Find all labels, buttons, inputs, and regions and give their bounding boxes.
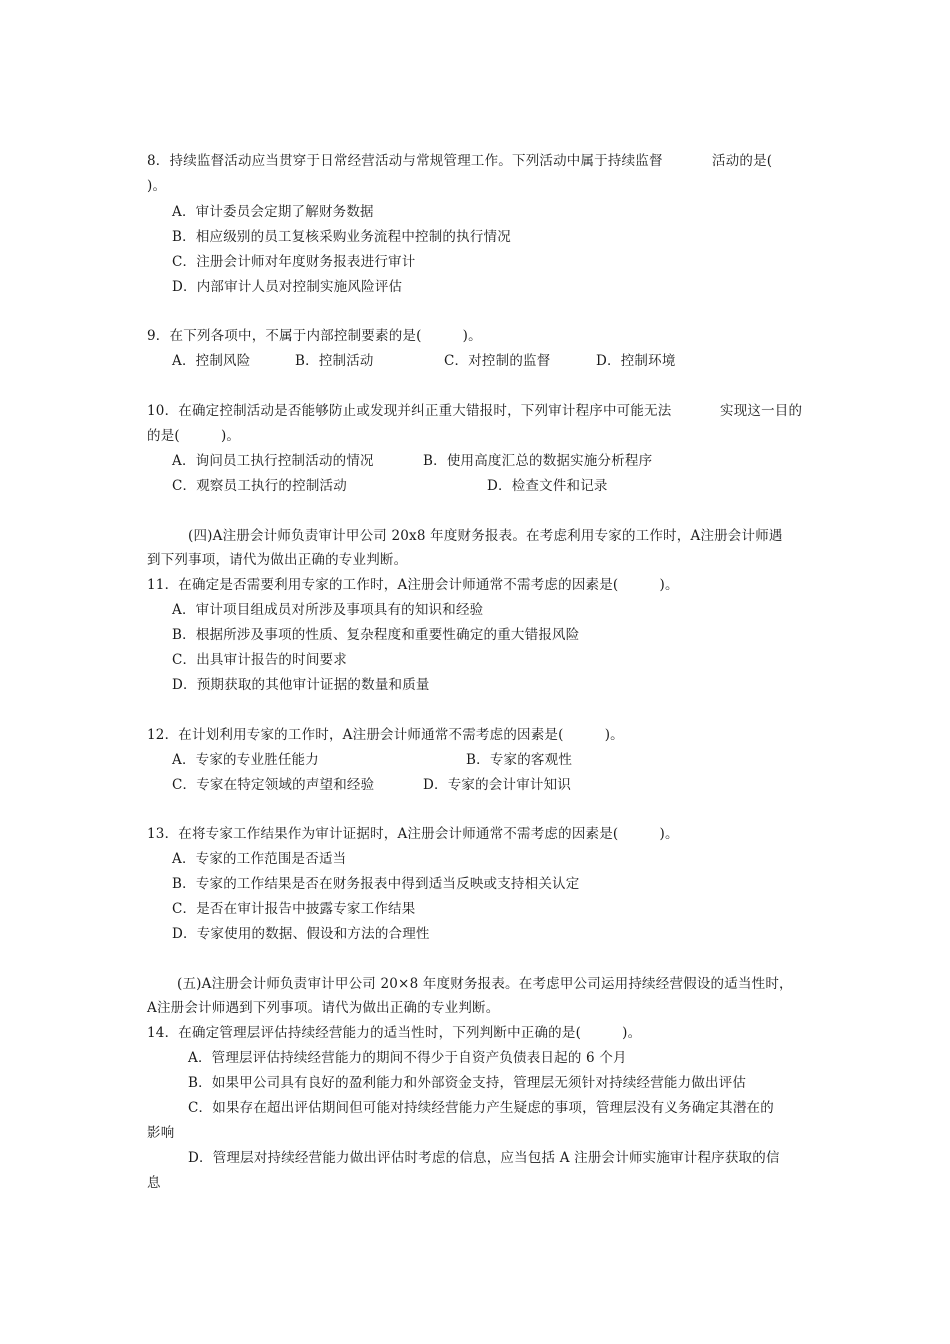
q14-stem: 14．在确定管理层评估持续经营能力的适当性时，下列判断中正确的是( )。 [147,1025,642,1041]
q10-option-c: C．观察员工执行的控制活动 [172,478,347,494]
q8-stem-line1: 8．持续监督活动应当贯穿于日常经营活动与常规管理工作。下列活动中属于持续监督 [147,153,663,169]
q10-option-d: D．检查文件和记录 [487,478,608,494]
q13-option-a: A．专家的工作范围是否适当 [172,851,347,867]
q9-option-b: B．控制活动 [295,353,374,369]
q10-stem-line1-tail: 实现这一目的 [720,403,803,419]
q9-option-c: C．对控制的监督 [444,353,551,369]
q12-option-b: B．专家的客观性 [466,752,573,768]
q9-option-d: D．控制环境 [596,353,676,369]
q9-stem: 9．在下列各项中，不属于内部控制要素的是( )。 [147,328,482,344]
section5-intro-line2: A注册会计师遇到下列事项。请代为做出正确的专业判断。 [147,1000,500,1016]
q10-option-b: B．使用高度汇总的数据实施分析程序 [423,453,653,469]
section4-intro-line1: (四)A注册会计师负责审计甲公司 20x8 年度财务报表。在考虑利用专家的工作时，A注册会计师遇 [188,528,783,544]
q8-option-d: D．内部审计人员对控制实施风险评估 [172,279,403,295]
q12-option-c: C．专家在特定领域的声望和经验 [172,777,375,793]
q11-option-a: A．审计项目组成员对所涉及事项具有的知识和经验 [172,602,484,618]
q10-stem-line1: 10．在确定控制活动是否能够防止或发现并纠正重大错报时，下列审计程序中可能无法 [147,403,672,419]
q11-option-c: C．出具审计报告的时间要求 [172,652,347,668]
q8-option-c: C．注册会计师对年度财务报表进行审计 [172,254,416,270]
q14-option-b: B．如果甲公司具有良好的盈利能力和外部资金支持，管理层无须针对持续经营能力做出评估 [188,1075,747,1091]
q11-option-b: B．根据所涉及事项的性质、复杂程度和重要性确定的重大错报风险 [172,627,580,643]
q13-option-d: D．专家使用的数据、假设和方法的合理性 [172,926,430,942]
q8-option-a: A．审计委员会定期了解财务数据 [172,204,374,220]
q13-option-b: B．专家的工作结果是否在财务报表中得到适当反映或支持相关认定 [172,876,580,892]
q14-option-d-line1: D．管理层对持续经营能力做出评估时考虑的信息，应当包括 A 注册会计师实施审计程序获取的信 [188,1150,780,1166]
q14-option-c-line1: C．如果存在超出评估期间但可能对持续经营能力产生疑虑的事项，管理层没有义务确定其潜在的 [188,1100,774,1116]
q14-option-a: A．管理层评估持续经营能力的期间不得少于自资产负债表日起的 6 个月 [188,1050,627,1066]
q12-option-a: A．专家的专业胜任能力 [172,752,319,768]
section4-intro-line2: 到下列事项，请代为做出正确的专业判断。 [147,552,408,568]
q8-option-b: B．相应级别的员工复核采购业务流程中控制的执行情况 [172,229,511,245]
q11-stem: 11．在确定是否需要利用专家的工作时，A注册会计师通常不需考虑的因素是( )。 [147,577,679,593]
q12-option-d: D．专家的会计审计知识 [423,777,572,793]
q12-stem: 12．在计划利用专家的工作时，A注册会计师通常不需考虑的因素是( )。 [147,727,624,743]
q14-option-d-line2: 息 [147,1175,161,1191]
q11-option-d: D．预期获取的其他审计证据的数量和质量 [172,677,430,693]
q14-option-c-line2: 影响 [147,1125,175,1141]
q13-stem: 13．在将专家工作结果作为审计证据时，A注册会计师通常不需考虑的因素是( )。 [147,826,679,842]
section5-intro-line1: (五)A注册会计师负责审计甲公司 20×8 年度财务报表。在考虑甲公司运用持续经营假设的适当性时， [177,976,793,992]
q9-option-a: A．控制风险 [172,353,251,369]
q10-stem-line2: 的是( )。 [147,428,241,444]
q10-option-a: A．询问员工执行控制活动的情况 [172,453,374,469]
q8-stem-line2: )。 [147,178,167,194]
q13-option-c: C．是否在审计报告中披露专家工作结果 [172,901,416,917]
q8-stem-line1-tail: 活动的是( [712,153,773,169]
